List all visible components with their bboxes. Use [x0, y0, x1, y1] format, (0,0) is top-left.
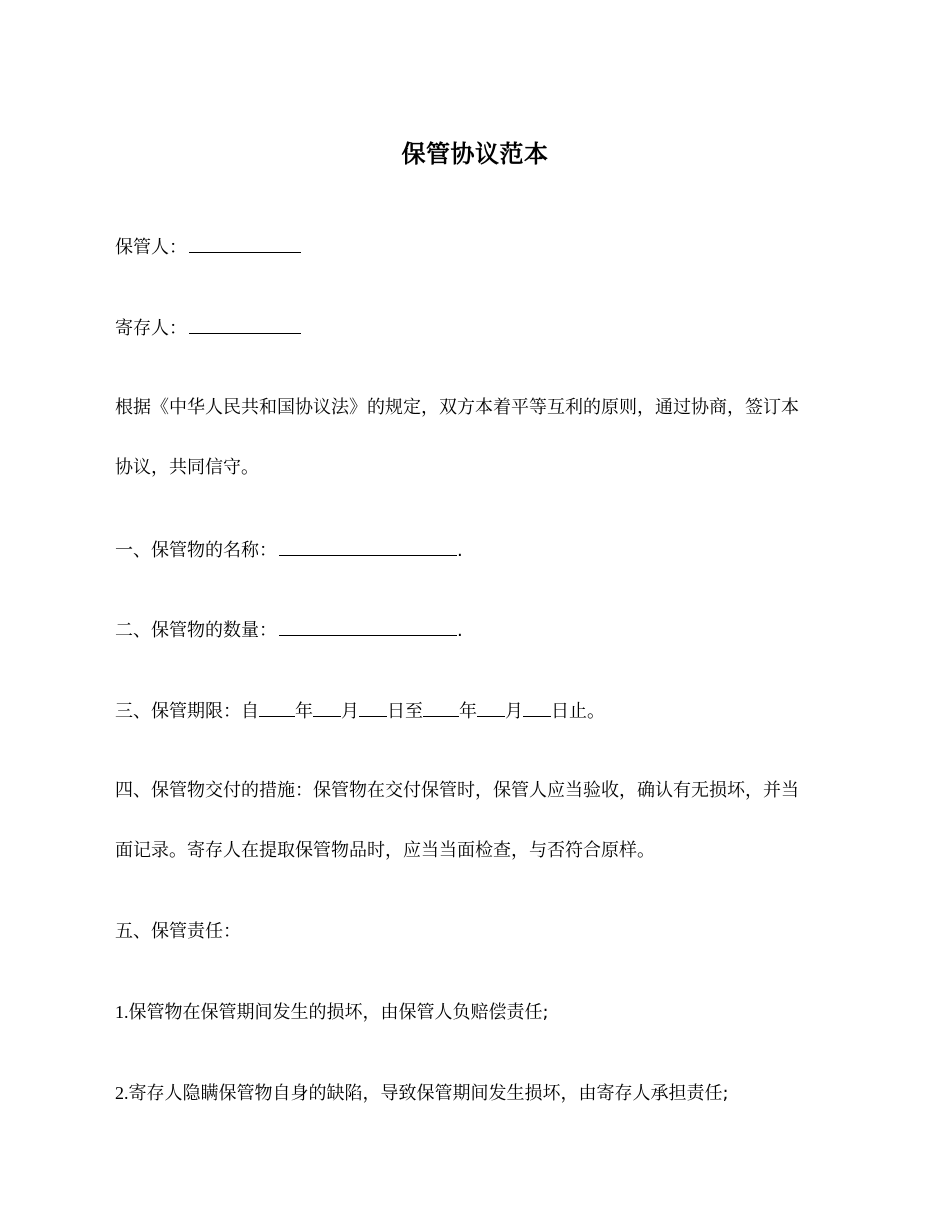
- item1-label: 一、保管物的名称：: [115, 540, 277, 561]
- item2-label: 二、保管物的数量：: [115, 620, 277, 641]
- keeper-line: [115, 234, 835, 260]
- end-month-blank: [477, 698, 505, 717]
- item2-blank: [279, 617, 457, 636]
- clause-2-text: 寄存人隐瞒保管物自身的缺陷，导致保管期间发生损坏，由寄存人承担责任;: [128, 1083, 729, 1104]
- item3-label: 三、保管期限：自: [115, 701, 259, 722]
- end-year-blank: [423, 698, 459, 717]
- keeper-label: 保管人：: [115, 237, 187, 258]
- end-day-text: 日止。: [551, 701, 605, 722]
- item5-heading: 五、保管责任：: [115, 921, 241, 942]
- preamble-line-1: 根据《中华人民共和国协议法》的规定，双方本着平等互利的原则，通过协商，签订本: [115, 397, 799, 418]
- start-month-blank: [313, 698, 341, 717]
- start-month-text: 月: [341, 701, 359, 722]
- item2-end: .: [457, 620, 463, 641]
- end-year-text: 年: [459, 701, 477, 722]
- clause-2-number: 2.: [115, 1083, 129, 1103]
- clause-2: [115, 1081, 835, 1106]
- end-day-blank: [523, 698, 551, 717]
- clause-1: [115, 1000, 835, 1025]
- start-day-text: 日至: [387, 701, 423, 722]
- item1-end: .: [457, 540, 463, 561]
- item1-blank: [279, 537, 457, 556]
- item4-line-1: 四、保管物交付的措施：保管物在交付保管时，保管人应当验收，确认有无损坏，并当: [115, 780, 799, 801]
- depositor-line: [115, 315, 835, 341]
- depositor-blank: [189, 315, 301, 334]
- end-month-text: 月: [505, 701, 523, 722]
- item1-line: [115, 537, 835, 563]
- preamble-line-2: 协议，共同信守。: [115, 457, 259, 478]
- keeper-blank: [189, 234, 301, 253]
- start-year-text: 年: [295, 701, 313, 722]
- document-title: 保管协议范本: [401, 140, 549, 168]
- clause-1-number: 1.: [115, 1002, 129, 1022]
- item4-line-2: 面记录。寄存人在提取保管物品时，应当当面检查，与否符合原样。: [115, 840, 655, 861]
- item2-line: [115, 617, 835, 643]
- start-year-blank: [259, 698, 295, 717]
- clause-1-text: 保管物在保管期间发生的损坏，由保管人负赔偿责任;: [128, 1002, 549, 1023]
- item3-line: [115, 698, 835, 724]
- depositor-label: 寄存人：: [115, 318, 187, 339]
- start-day-blank: [359, 698, 387, 717]
